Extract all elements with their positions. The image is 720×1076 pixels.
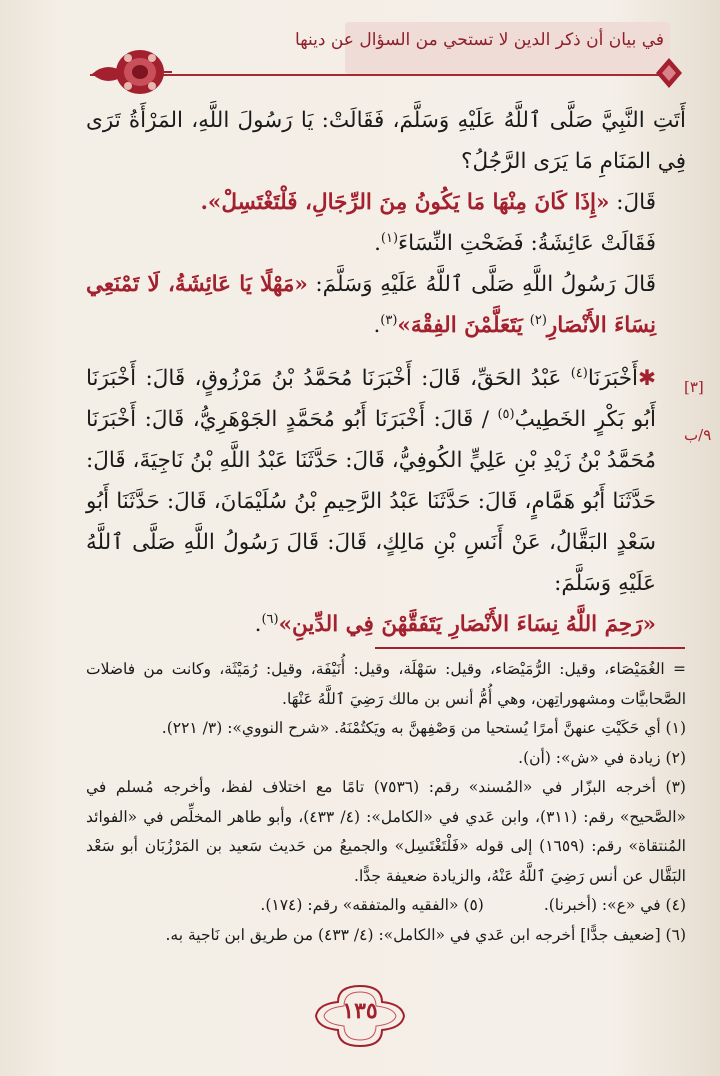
main-text bbox=[86, 100, 686, 645]
floral-ornament-icon bbox=[88, 38, 174, 100]
footnote-ref-6[interactable]: (٦) bbox=[261, 611, 279, 627]
paragraph-5-start: أَخْبَرَنَا bbox=[587, 366, 638, 391]
hadith-quote-2-cont: يَتَعَلَّمْنَ الفِقْهَ» bbox=[397, 313, 523, 338]
footnote-3: (٣) أخرجه البزّار في «المُسند» رقم: (٧٥٣٦) تامًا مع اختلاف لفظ، وأخرجه مُسلم في «الصَّحيح» رقم: (٣١١)، وابن عَدي في «الكامل»: (٤/ ٤٣٣)، وأبو طاهر المخلِّص في «الفوائد المُنتقاة» رقم: (١٦٥٩) إلى قوله «فَلْتَغْتَسِل» والجميعُ من حَديث سَعيد بن المَرْزُبَان أبو سَعْد البَقَّال عن أنس رَضِيَ ٱللَّهُ عَنْهُ، والزيادة ضعيفة جدًّا. bbox=[86, 778, 686, 885]
paragraph-1 bbox=[86, 100, 686, 182]
footnote-1: (١) أي حَكَيْتِ عنهنَّ أمرًا يُستحيا من وَصْفِهنَّ به ويَكتُمْنَهُ. «شرح النووي»: (٣/ ٢٢١). bbox=[161, 719, 686, 737]
footnote-6: (٦) [ضعيف جدًّا] أخرجه ابن عَدي في «الكامل»: (٤/ ٤٣٣) من طريق ابن نَاجية به. bbox=[165, 925, 686, 944]
footnote-ref-2[interactable]: (٢) bbox=[529, 312, 547, 328]
footnote-separator bbox=[375, 647, 685, 649]
footnote-ref-1[interactable]: (١) bbox=[380, 230, 399, 246]
paragraph-5 bbox=[86, 358, 686, 604]
footnote-ref-3[interactable]: (٣) bbox=[380, 312, 398, 328]
paragraph-6-end: . bbox=[254, 612, 262, 637]
manuscript-folio-mark: ٩/ب bbox=[684, 426, 712, 444]
hadith-quote-3: «رَحِمَ اللَّهُ نِسَاءَ الأَنْصَارِ يَتَفَقَّهْنَ فِي الدِّينِ» bbox=[278, 612, 656, 637]
footnote-2: (٢) زيادة في «ش»: (أن). bbox=[518, 748, 686, 767]
footnotes bbox=[86, 655, 686, 950]
paragraph-1-text: أَتَتِ النَّبِيَّ صَلَّى ٱللَّهُ عَلَيْهِ وَسَلَّمَ، فَقَالَتْ: يَا رَسُولَ اللَّهِ، المَرْأَةُ تَرَى فِي المَنَامِ مَا يَرَى الرَّجُلُ؟ bbox=[86, 108, 686, 174]
page-number-frame bbox=[312, 984, 408, 1048]
footnote-4: (٤) في «ع»: (أخبرنا). bbox=[543, 896, 686, 914]
footnote-ref-5[interactable]: (٥) bbox=[497, 406, 515, 422]
paragraph-2-lead: قَالَ: bbox=[616, 190, 656, 215]
footnote-continued: = الغُمَيْصَاء، وقيل: الرُّمَيْصَاء، وقيل: سَهْلَة، وقيل: أُنَيْفَة، وقيل: رُمَيْثَة، وكانت من فاضلات الصَّحابيَّات ومشهوراتِهن، وهي أُمُّ أنس بن مالك رَضِيَ ٱللَّهُ عَنْهَا. bbox=[86, 660, 686, 708]
spacer bbox=[86, 346, 686, 358]
chapter-header: في بيان أن ذكر الدين لا تستحي من السؤال عن دينها bbox=[295, 30, 664, 50]
paragraph-3-end: . bbox=[374, 231, 381, 256]
small-ornament-icon bbox=[652, 56, 686, 90]
paragraph-2 bbox=[86, 182, 686, 223]
header-rule bbox=[90, 74, 670, 76]
hadith-quote-1: «إِذَا كَانَ مِنْهَا مَا يَكُونُ مِنَ الرِّجَالِ، فَلْتَغْتَسِلْ». bbox=[200, 190, 610, 215]
paragraph-3 bbox=[86, 223, 686, 264]
footnote-ref-4[interactable]: (٤) bbox=[570, 365, 588, 381]
paragraph-6 bbox=[86, 604, 686, 645]
paragraph-4-lead: قَالَ رَسُولُ اللَّهِ صَلَّى ٱللَّهُ عَلَيْهِ وَسَلَّمَ: bbox=[315, 272, 656, 297]
paragraph-5-text-2: / قَالَ: أَخْبَرَنَا أَبُو مُحَمَّدٍ الجَوْهَرِيُّ، قَالَ: أَخْبَرَنَا مُحَمَّدُ بْنُ زَيْدِ بْنِ عَلِيٍّ الكُوفِيُّ، قَالَ: حَدَّثَنَا عَبْدُ اللَّهِ بْنُ نَاجِيَةَ، قَالَ: حَدَّثَنَا أَبُو هَمَّامٍ، قَالَ: حَدَّثَنَا عَبْدُ الرَّحِيمِ بْنُ سُلَيْمَانَ، قَالَ: حَدَّثَنَا أَبُو سَعْدٍ البَقَّالُ، عَنْ أَنَسِ بْنِ مَالِكٍ، قَالَ: قَالَ رَسُولُ اللَّهِ صَلَّى ٱللَّهُ عَلَيْهِ وَسَلَّمَ: bbox=[86, 407, 656, 596]
hadith-quote-2: «مَهْلًا يَا عَائِشَةُ، لَا تَمْنَعِي نِسَاءَ الأَنْصَارِ bbox=[86, 272, 656, 338]
footnote-5: (٥) «الفقيه والمتفقه» رقم: (١٧٤). bbox=[260, 896, 484, 914]
margin-number: [٣] bbox=[684, 378, 704, 396]
paragraph-3-text: فَقَالَتْ عَائِشَةُ: فَضَحْتِ النِّسَاءَ bbox=[398, 231, 656, 256]
paragraph-4-end: . bbox=[373, 313, 381, 338]
page-number: ١٣٥ bbox=[342, 998, 378, 1024]
paragraph-4 bbox=[86, 264, 686, 346]
star-icon: ✱ bbox=[637, 366, 656, 391]
paragraph-5-text-1: عَبْدُ الحَقِّ، قَالَ: أَخْبَرَنَا مُحَمَّدُ بْنُ مَرْزُوقٍ، قَالَ: أَخْبَرَنَا أَبُو بَكْرٍ الخَطِيبُ bbox=[86, 366, 657, 432]
footnote-row-4-5 bbox=[86, 891, 686, 921]
